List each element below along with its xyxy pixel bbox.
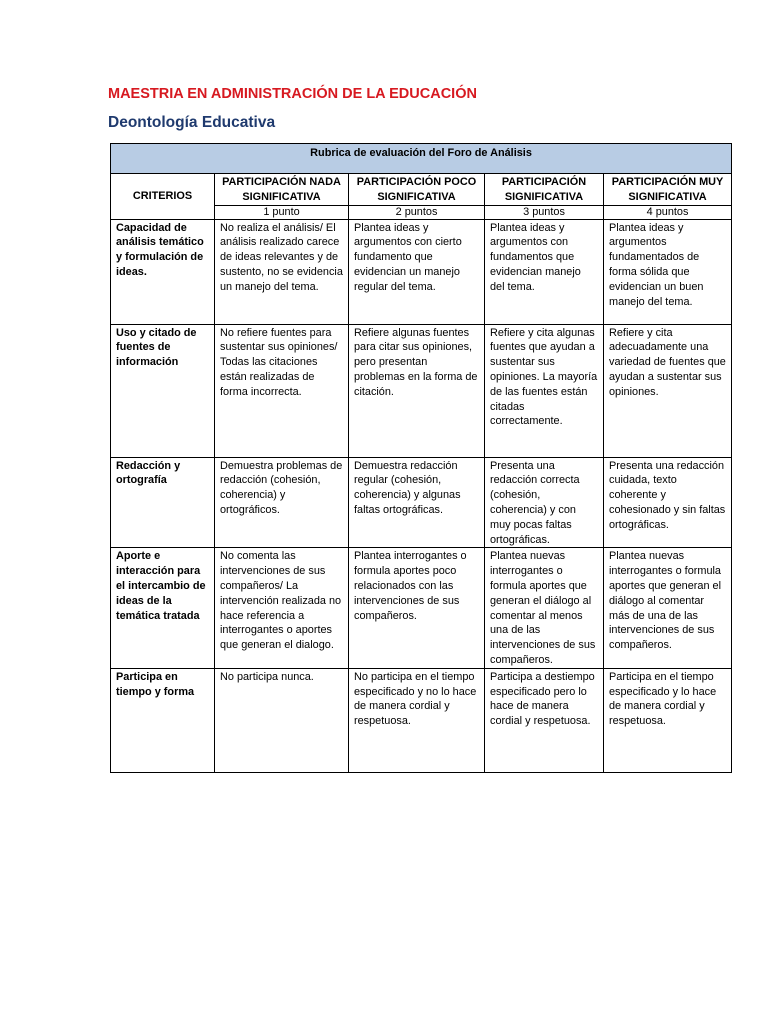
document-subtitle: Deontología Educativa <box>108 114 276 131</box>
descriptor-cell: Refiere algunas fuentes para citar sus opiniones, pero presentan problemas en la forma de citación. <box>349 324 485 457</box>
level-points-4: 4 puntos <box>604 205 732 219</box>
criterion-label: Uso y citado de fuentes de información <box>111 324 215 457</box>
descriptor-cell: No refiere fuentes para sustentar sus opiniones/ Todas las citaciones están realizadas de forma incorrecta. <box>215 324 349 457</box>
criterion-label: Aporte e interacción para el intercambio de ideas de la temática tratada <box>111 548 215 668</box>
level-points-3: 3 puntos <box>485 205 604 219</box>
descriptor-cell: Refiere y cita algunas fuentes que ayudan a sustentar sus opiniones. La mayoría de las fuentes están citadas correctamente. <box>485 324 604 457</box>
descriptor-cell: Plantea ideas y argumentos fundamentados de forma sólida que evidencian un buen manejo del tema. <box>604 219 732 324</box>
criteria-header: CRITERIOS <box>111 174 215 220</box>
level-header-2: PARTICIPACIÓN POCO SIGNIFICATIVA <box>349 174 485 206</box>
descriptor-cell: Plantea ideas y argumentos con fundamentos que evidencian manejo del tema. <box>485 219 604 324</box>
descriptor-cell: Plantea ideas y argumentos con cierto fundamento que evidencian un manejo regular del tema. <box>349 219 485 324</box>
descriptor-cell: Presenta una redacción correcta (cohesión, coherencia) y con muy pocas faltas ortográficas. <box>485 457 604 548</box>
descriptor-cell: Refiere y cita adecuadamente una variedad de fuentes que ayudan a sustentar sus opiniones. <box>604 324 732 457</box>
descriptor-cell: No realiza el análisis/ El análisis realizado carece de ideas relevantes y de sustento, no se evidencia un manejo del tema. <box>215 219 349 324</box>
descriptor-cell: Presenta una redacción cuidada, texto coherente y cohesionado y sin faltas ortográficas. <box>604 457 732 548</box>
descriptor-cell: No comenta las intervenciones de sus compañeros/ La intervención realizada no hace referencia a interrogantes o aportes que generan el dialogo. <box>215 548 349 668</box>
rubric-row <box>111 668 732 772</box>
descriptor-cell: Participa a destiempo especificado pero lo hace de manera cordial y respetuosa. <box>485 668 604 772</box>
rubric-row <box>111 457 732 548</box>
criterion-label: Capacidad de análisis temático y formulación de ideas. <box>111 219 215 324</box>
level-header-3: PARTICIPACIÓN SIGNIFICATIVA <box>485 174 604 206</box>
rubric-row <box>111 219 732 324</box>
descriptor-cell: Plantea interrogantes o formula aportes poco relacionados con las intervenciones de sus compañeros. <box>349 548 485 668</box>
criterion-label: Redacción y ortografía <box>111 457 215 548</box>
level-points-1: 1 punto <box>215 205 349 219</box>
rubric-row <box>111 548 732 668</box>
level-header-1: PARTICIPACIÓN NADA SIGNIFICATIVA <box>215 174 349 206</box>
rubric-row <box>111 324 732 457</box>
document-title: MAESTRIA EN ADMINISTRACIÓN DE LA EDUCACIÓN <box>108 86 477 102</box>
descriptor-cell: Demuestra redacción regular (cohesión, coherencia) y algunas faltas ortográficas. <box>349 457 485 548</box>
descriptor-cell: Plantea nuevas interrogantes o formula aportes que generan el diálogo al comentar más de una de las intervenciones de sus compañeros. <box>604 548 732 668</box>
descriptor-cell: Demuestra problemas de redacción (cohesión, coherencia) y ortográficos. <box>215 457 349 548</box>
rubric-title: Rubrica de evaluación del Foro de Análisis <box>111 144 732 174</box>
descriptor-cell: No participa nunca. <box>215 668 349 772</box>
descriptor-cell: Plantea nuevas interrogantes o formula aportes que generan el diálogo al comentar al menos una de las intervenciones de sus compañeros. <box>485 548 604 668</box>
levels-header-row <box>111 174 732 206</box>
rubric-title-row <box>111 144 732 174</box>
descriptor-cell: No participa en el tiempo especificado y no lo hace de manera cordial y respetuosa. <box>349 668 485 772</box>
rubric-table <box>110 143 732 773</box>
criterion-label: Participa en tiempo y forma <box>111 668 215 772</box>
descriptor-cell: Participa en el tiempo especificado y lo hace de manera cordial y respetuosa. <box>604 668 732 772</box>
level-points-2: 2 puntos <box>349 205 485 219</box>
level-header-4: PARTICIPACIÓN MUY SIGNIFICATIVA <box>604 174 732 206</box>
